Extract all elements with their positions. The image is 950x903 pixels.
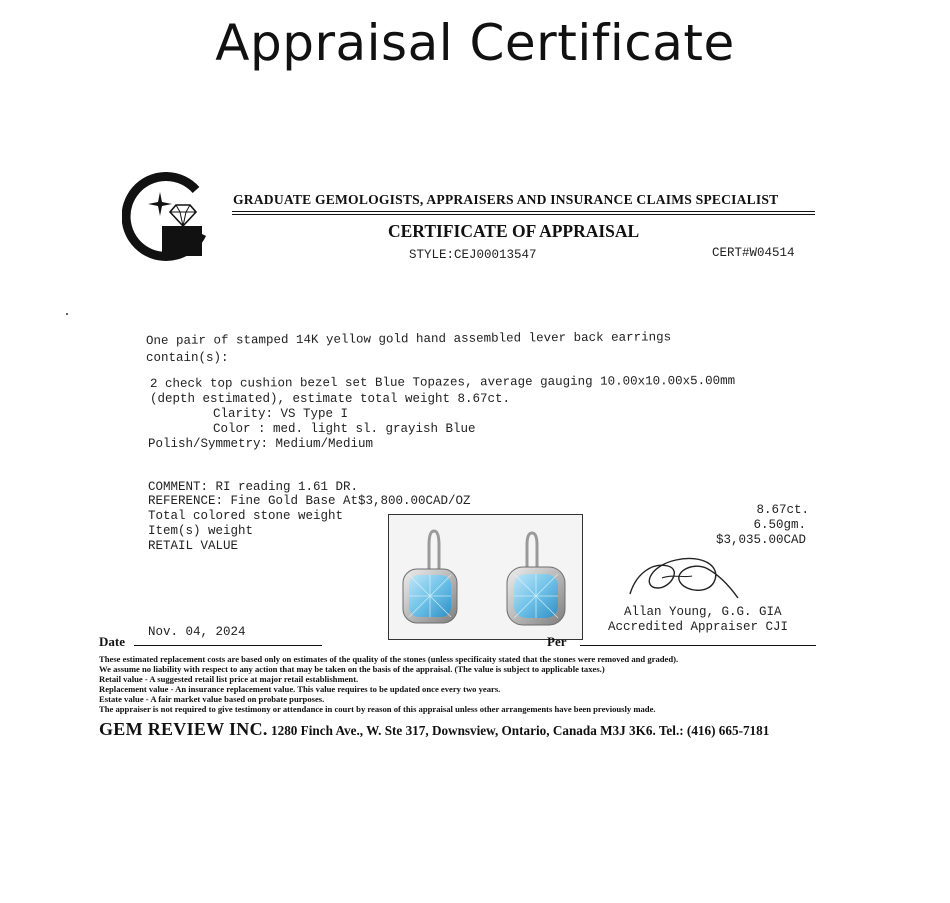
disclaimer-line-1: These estimated replacement costs are based only on estimates of the quality of the stones (unless specificaity stated that the stones were removed and graded).	[99, 654, 679, 664]
description-line-3: 2 check top cushion bezel set Blue Topazes, average gauging 10.00x10.00x5.00mm	[149, 373, 736, 391]
stray-dot	[66, 313, 68, 315]
disclaimer-line-5: Estate value - A fair market value based on probate purposes.	[99, 694, 325, 704]
retail-value-label: RETAIL VALUE	[148, 539, 239, 553]
date-signature-line	[134, 645, 322, 646]
description-line-4: (depth estimated), estimate total weight 8.67ct.	[150, 392, 511, 406]
clarity-line: Clarity: VS Type I	[213, 407, 349, 421]
footer-company: GEM REVIEW INC.	[99, 719, 268, 739]
appraiser-signature-icon	[622, 548, 742, 606]
footer-address: 1280 Finch Ave., W. Ste 317, Downsview, Ontario, Canada M3J 3K6. Tel.: (416) 665-7181	[271, 723, 770, 738]
per-label: Per	[547, 634, 567, 649]
description-line-1: One pair of stamped 14K yellow gold hand assembled lever back earrings	[145, 330, 672, 348]
retail-value: $3,035.00CAD	[715, 533, 806, 547]
comment-line: COMMENT: RI reading 1.61 DR.	[148, 480, 359, 494]
total-stone-value: 8.67ct.	[756, 503, 809, 517]
disclaimer-line-3: Retail value - A suggested retail list price at major retail establishment.	[99, 674, 359, 684]
description-line-2: contain(s):	[146, 351, 229, 365]
item-weight-label: Item(s) weight	[148, 524, 254, 538]
per-signature-line	[580, 645, 816, 646]
appraiser-title: Accredited Appraiser CJI	[608, 620, 789, 634]
item-weight-value: 6.50gm.	[753, 518, 806, 532]
company-specialty-line: GRADUATE GEMOLOGISTS, APPRAISERS AND INSURANCE CLAIMS SPECIALIST	[233, 192, 779, 207]
left-earring-icon	[403, 531, 457, 623]
disclaimer-line-4: Replacement value - An insurance replacement value. This value requires to be updated once every two years.	[99, 684, 501, 694]
page-title: Appraisal Certificate	[215, 14, 735, 72]
color-line: Color : med. light sl. grayish Blue	[213, 422, 476, 436]
disclaimer-line-6: The appraiser is not required to give testimony or attendance in court by reason of this appraisal unless other arrangements have been previously made.	[99, 704, 656, 714]
polish-line: Polish/Symmetry: Medium/Medium	[148, 437, 374, 451]
reference-line: REFERENCE: Fine Gold Base At$3,800.00CAD/OZ	[148, 494, 471, 508]
header-rule-top	[232, 211, 815, 212]
footer	[99, 719, 769, 740]
date-label: Date	[99, 634, 125, 649]
gemologist-logo-icon	[122, 172, 208, 262]
earrings-photo	[388, 514, 583, 640]
total-stone-label: Total colored stone weight	[148, 509, 344, 523]
disclaimer-line-2: We assume no liability with respect to any action that may be taken on the basis of the appraisal. (The value is subject to applicable taxes.)	[99, 664, 605, 674]
appraisal-date: Nov. 04, 2024	[148, 625, 246, 639]
appraiser-name: Allan Young, G.G. GIA	[624, 605, 782, 619]
cert-number: CERT#W04514	[712, 246, 795, 260]
certificate-title: CERTIFICATE OF APPRAISAL	[388, 221, 640, 241]
style-number: STYLE:CEJ00013547	[409, 248, 537, 262]
header-rule-bottom	[232, 214, 815, 215]
right-earring-icon	[507, 533, 565, 625]
